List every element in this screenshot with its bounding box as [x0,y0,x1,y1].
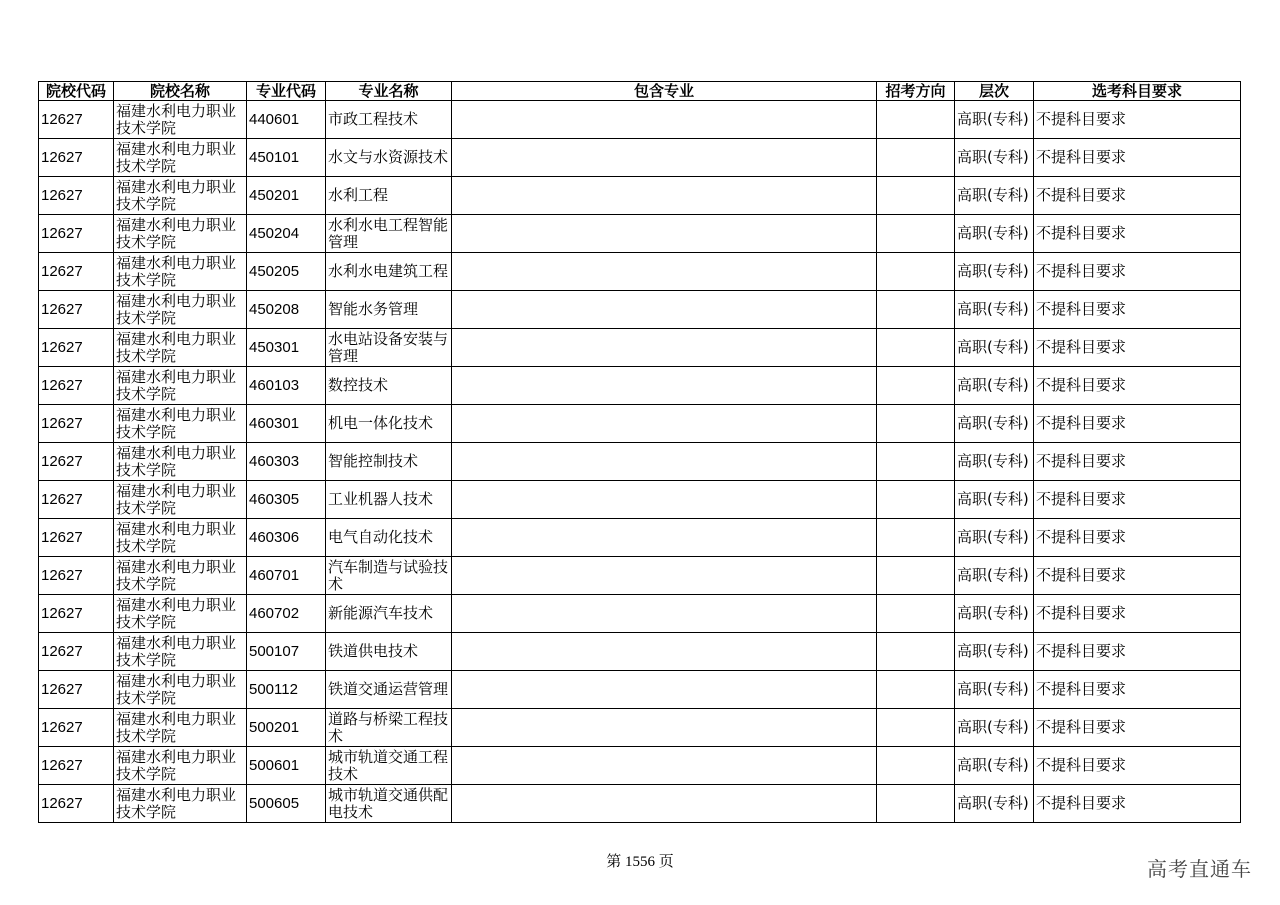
admissions-table [38,81,1241,823]
direction-cell [877,557,955,595]
level-cell: 高职(专科) [955,329,1034,367]
included-majors-cell [452,443,877,481]
major-name-cell: 铁道交通运营管理 [326,671,452,709]
major-name-cell: 机电一体化技术 [326,405,452,443]
included-majors-cell [452,139,877,177]
included-majors-cell [452,405,877,443]
subject-requirement-cell: 不提科目要求 [1034,139,1241,177]
school-code-cell: 12627 [39,215,114,253]
table-row [39,177,1241,215]
school-name-cell: 福建水利电力职业技术学院 [114,215,247,253]
subject-requirement-cell: 不提科目要求 [1034,177,1241,215]
school-name-cell: 福建水利电力职业技术学院 [114,177,247,215]
major-name-cell: 智能水务管理 [326,291,452,329]
school-name-cell: 福建水利电力职业技术学院 [114,139,247,177]
included-majors-cell [452,785,877,823]
school-name-cell: 福建水利电力职业技术学院 [114,747,247,785]
school-name-cell: 福建水利电力职业技术学院 [114,367,247,405]
table-row [39,633,1241,671]
major-name-cell: 电气自动化技术 [326,519,452,557]
major-name-cell: 工业机器人技术 [326,481,452,519]
school-code-cell: 12627 [39,329,114,367]
table-row [39,139,1241,177]
level-cell: 高职(专科) [955,215,1034,253]
level-cell: 高职(专科) [955,253,1034,291]
major-name-cell: 道路与桥梁工程技术 [326,709,452,747]
header-school-name: 院校名称 [114,82,247,101]
direction-cell [877,595,955,633]
subject-requirement-cell: 不提科目要求 [1034,519,1241,557]
school-code-cell: 12627 [39,671,114,709]
level-cell: 高职(专科) [955,785,1034,823]
direction-cell [877,215,955,253]
header-included-majors: 包含专业 [452,82,877,101]
major-name-cell: 水利水电工程智能管理 [326,215,452,253]
subject-requirement-cell: 不提科目要求 [1034,101,1241,139]
major-name-cell: 汽车制造与试验技术 [326,557,452,595]
school-name-cell: 福建水利电力职业技术学院 [114,519,247,557]
subject-requirement-cell: 不提科目要求 [1034,785,1241,823]
direction-cell [877,329,955,367]
included-majors-cell [452,557,877,595]
level-cell: 高职(专科) [955,367,1034,405]
level-cell: 高职(专科) [955,633,1034,671]
major-code-cell: 460305 [247,481,326,519]
header-direction: 招考方向 [877,82,955,101]
school-code-cell: 12627 [39,139,114,177]
table-row [39,101,1241,139]
subject-requirement-cell: 不提科目要求 [1034,481,1241,519]
table-row [39,329,1241,367]
included-majors-cell [452,671,877,709]
table-header-row [39,82,1241,101]
table-row [39,253,1241,291]
school-code-cell: 12627 [39,101,114,139]
included-majors-cell [452,329,877,367]
school-name-cell: 福建水利电力职业技术学院 [114,481,247,519]
subject-requirement-cell: 不提科目要求 [1034,329,1241,367]
level-cell: 高职(专科) [955,405,1034,443]
school-code-cell: 12627 [39,785,114,823]
school-name-cell: 福建水利电力职业技术学院 [114,557,247,595]
included-majors-cell [452,595,877,633]
included-majors-cell [452,481,877,519]
subject-requirement-cell: 不提科目要求 [1034,747,1241,785]
included-majors-cell [452,747,877,785]
direction-cell [877,709,955,747]
included-majors-cell [452,177,877,215]
school-name-cell: 福建水利电力职业技术学院 [114,595,247,633]
school-name-cell: 福建水利电力职业技术学院 [114,329,247,367]
major-code-cell: 450301 [247,329,326,367]
major-code-cell: 450201 [247,177,326,215]
major-code-cell: 500112 [247,671,326,709]
direction-cell [877,291,955,329]
major-code-cell: 500601 [247,747,326,785]
school-code-cell: 12627 [39,633,114,671]
header-school-code: 院校代码 [39,82,114,101]
major-name-cell: 城市轨道交通工程技术 [326,747,452,785]
school-name-cell: 福建水利电力职业技术学院 [114,709,247,747]
major-name-cell: 水利工程 [326,177,452,215]
major-code-cell: 450205 [247,253,326,291]
header-major-code: 专业代码 [247,82,326,101]
level-cell: 高职(专科) [955,709,1034,747]
school-code-cell: 12627 [39,177,114,215]
subject-requirement-cell: 不提科目要求 [1034,215,1241,253]
included-majors-cell [452,291,877,329]
school-name-cell: 福建水利电力职业技术学院 [114,291,247,329]
major-code-cell: 460301 [247,405,326,443]
major-code-cell: 450101 [247,139,326,177]
subject-requirement-cell: 不提科目要求 [1034,709,1241,747]
table-row [39,215,1241,253]
included-majors-cell [452,709,877,747]
major-code-cell: 460702 [247,595,326,633]
direction-cell [877,785,955,823]
major-name-cell: 新能源汽车技术 [326,595,452,633]
level-cell: 高职(专科) [955,101,1034,139]
major-code-cell: 450204 [247,215,326,253]
major-code-cell: 500201 [247,709,326,747]
level-cell: 高职(专科) [955,291,1034,329]
subject-requirement-cell: 不提科目要求 [1034,633,1241,671]
major-code-cell: 460303 [247,443,326,481]
subject-requirement-cell: 不提科目要求 [1034,367,1241,405]
table-row [39,519,1241,557]
direction-cell [877,633,955,671]
included-majors-cell [452,633,877,671]
watermark-text: 高考直通车 [1147,857,1252,881]
level-cell: 高职(专科) [955,519,1034,557]
table-row [39,291,1241,329]
subject-requirement-cell: 不提科目要求 [1034,405,1241,443]
page-number: 第 1556 页 [606,854,674,870]
major-name-cell: 水电站设备安装与管理 [326,329,452,367]
school-code-cell: 12627 [39,443,114,481]
major-name-cell: 铁道供电技术 [326,633,452,671]
major-code-cell: 450208 [247,291,326,329]
major-name-cell: 数控技术 [326,367,452,405]
direction-cell [877,177,955,215]
level-cell: 高职(专科) [955,671,1034,709]
table-row [39,671,1241,709]
school-name-cell: 福建水利电力职业技术学院 [114,633,247,671]
major-code-cell: 460103 [247,367,326,405]
included-majors-cell [452,253,877,291]
level-cell: 高职(专科) [955,481,1034,519]
included-majors-cell [452,367,877,405]
table-row [39,443,1241,481]
subject-requirement-cell: 不提科目要求 [1034,253,1241,291]
table-row [39,747,1241,785]
direction-cell [877,405,955,443]
school-code-cell: 12627 [39,747,114,785]
school-code-cell: 12627 [39,291,114,329]
major-name-cell: 水利水电建筑工程 [326,253,452,291]
major-code-cell: 460306 [247,519,326,557]
level-cell: 高职(专科) [955,139,1034,177]
subject-requirement-cell: 不提科目要求 [1034,443,1241,481]
subject-requirement-cell: 不提科目要求 [1034,557,1241,595]
level-cell: 高职(专科) [955,595,1034,633]
school-name-cell: 福建水利电力职业技术学院 [114,101,247,139]
major-name-cell: 智能控制技术 [326,443,452,481]
included-majors-cell [452,101,877,139]
table-row [39,595,1241,633]
table-body [39,101,1241,823]
school-code-cell: 12627 [39,595,114,633]
level-cell: 高职(专科) [955,557,1034,595]
subject-requirement-cell: 不提科目要求 [1034,291,1241,329]
subject-requirement-cell: 不提科目要求 [1034,595,1241,633]
table-row [39,405,1241,443]
school-code-cell: 12627 [39,709,114,747]
header-subject-requirement: 选考科目要求 [1034,82,1241,101]
direction-cell [877,367,955,405]
school-code-cell: 12627 [39,405,114,443]
included-majors-cell [452,215,877,253]
direction-cell [877,443,955,481]
table-row [39,785,1241,823]
major-code-cell: 440601 [247,101,326,139]
table-row [39,481,1241,519]
table-row [39,367,1241,405]
direction-cell [877,139,955,177]
major-code-cell: 500107 [247,633,326,671]
included-majors-cell [452,519,877,557]
major-code-cell: 500605 [247,785,326,823]
table-row [39,557,1241,595]
level-cell: 高职(专科) [955,747,1034,785]
level-cell: 高职(专科) [955,177,1034,215]
direction-cell [877,747,955,785]
major-name-cell: 市政工程技术 [326,101,452,139]
school-name-cell: 福建水利电力职业技术学院 [114,443,247,481]
major-name-cell: 水文与水资源技术 [326,139,452,177]
school-name-cell: 福建水利电力职业技术学院 [114,253,247,291]
header-level: 层次 [955,82,1034,101]
direction-cell [877,671,955,709]
direction-cell [877,101,955,139]
school-code-cell: 12627 [39,253,114,291]
direction-cell [877,519,955,557]
major-code-cell: 460701 [247,557,326,595]
level-cell: 高职(专科) [955,443,1034,481]
direction-cell [877,253,955,291]
school-code-cell: 12627 [39,557,114,595]
school-code-cell: 12627 [39,519,114,557]
major-name-cell: 城市轨道交通供配电技术 [326,785,452,823]
table-row [39,709,1241,747]
school-name-cell: 福建水利电力职业技术学院 [114,671,247,709]
school-name-cell: 福建水利电力职业技术学院 [114,405,247,443]
school-name-cell: 福建水利电力职业技术学院 [114,785,247,823]
direction-cell [877,481,955,519]
school-code-cell: 12627 [39,481,114,519]
header-major-name: 专业名称 [326,82,452,101]
school-code-cell: 12627 [39,367,114,405]
subject-requirement-cell: 不提科目要求 [1034,671,1241,709]
